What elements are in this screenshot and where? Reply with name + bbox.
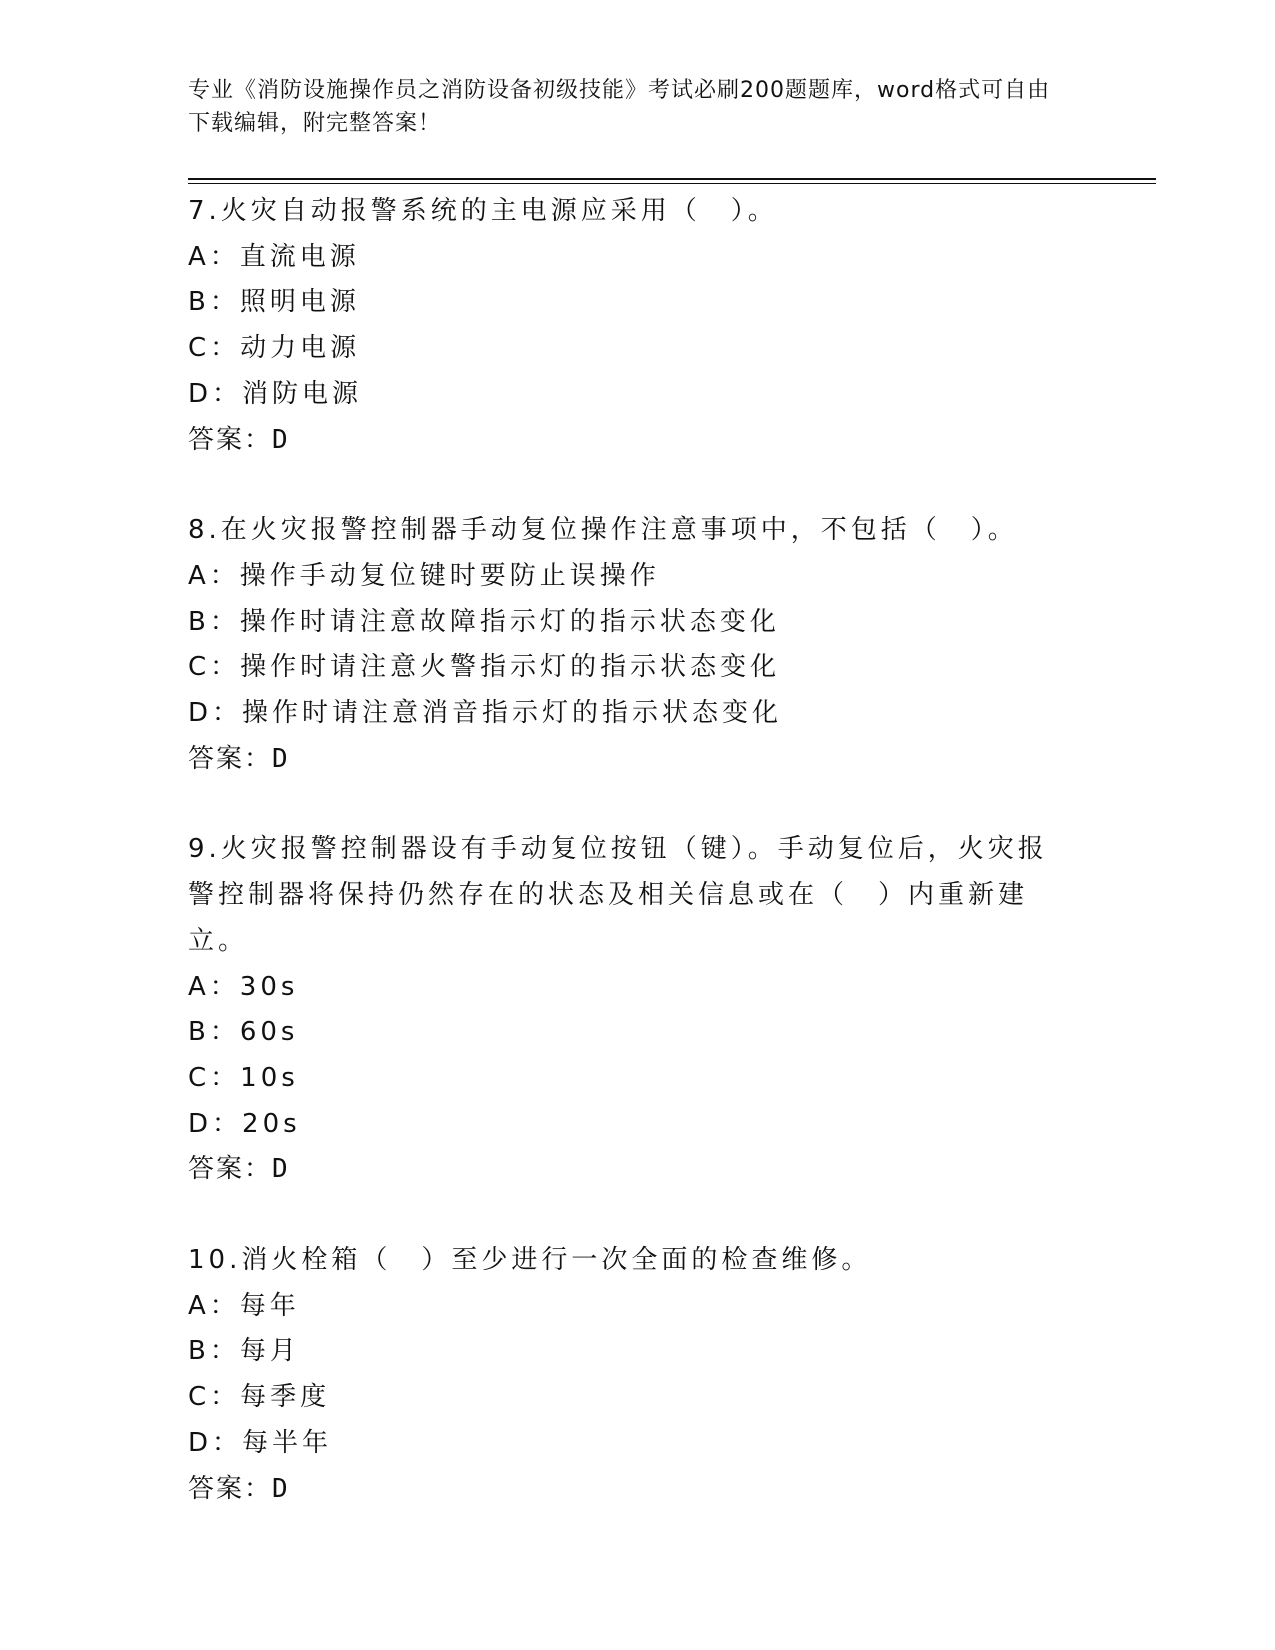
- question-10: [188, 1238, 1088, 1512]
- question-9: [188, 827, 1088, 1193]
- answer-line: [188, 1467, 1088, 1513]
- question-list: [188, 189, 1088, 1557]
- question-stem: 8.在火灾报警控制器手动复位操作注意事项中，不包括（ ）。: [188, 515, 1018, 546]
- option-c: C：动力电源: [188, 333, 361, 364]
- answer-value: D: [272, 743, 289, 774]
- answer-line: [188, 1147, 1088, 1193]
- option-a: A：每年: [188, 1290, 300, 1321]
- question-stem: 10.消火栓箱（ ）至少进行一次全面的检查维修。: [188, 1245, 872, 1276]
- option-b: B：60s: [188, 1017, 299, 1048]
- answer-value: D: [272, 1154, 289, 1185]
- question-7: [188, 189, 1088, 463]
- answer-value: D: [272, 1473, 289, 1504]
- option-d: D：消防电源: [188, 378, 363, 409]
- question-stem: 7.火灾自动报警系统的主电源应采用（ ）。: [188, 196, 778, 226]
- option-a: A：操作手动复位键时要防止误操作: [188, 560, 660, 591]
- option-b: B：每月: [188, 1336, 300, 1367]
- header-divider-thin: [188, 183, 1156, 184]
- option-b: B：照明电源: [188, 287, 360, 318]
- answer-label: 答案：: [188, 1473, 273, 1504]
- option-d: D：20s: [188, 1108, 301, 1139]
- header-divider-thick: [188, 178, 1156, 180]
- option-c: C：操作时请注意火警指示灯的指示状态变化: [188, 652, 781, 683]
- option-d: D：操作时请注意消音指示灯的指示状态变化: [188, 698, 783, 729]
- option-a: A：直流电源: [188, 241, 360, 272]
- option-c: C：每季度: [188, 1382, 331, 1413]
- answer-label: 答案：: [188, 424, 273, 455]
- option-a: A：30s: [188, 971, 299, 1002]
- document-header: 专业《消防设施操作员之消防设备初级技能》考试必刷200题题库，word格式可自由下载编辑，附完整答案！: [188, 78, 1051, 136]
- question-stem: 9.火灾报警控制器设有手动复位按钮（键）。手动复位后，火灾报警控制器将保持仍然存在的状态及相关信息或在（ ）内重新建立。: [188, 834, 1048, 956]
- answer-label: 答案：: [188, 1154, 273, 1185]
- option-d: D：每半年: [188, 1427, 333, 1458]
- answer-value: D: [272, 424, 289, 455]
- answer-line: [188, 418, 1088, 464]
- answer-label: 答案：: [188, 743, 273, 774]
- question-8: [188, 508, 1088, 782]
- option-b: B：操作时请注意故障指示灯的指示状态变化: [188, 606, 780, 637]
- option-c: C：10s: [188, 1062, 299, 1093]
- answer-line: [188, 737, 1088, 783]
